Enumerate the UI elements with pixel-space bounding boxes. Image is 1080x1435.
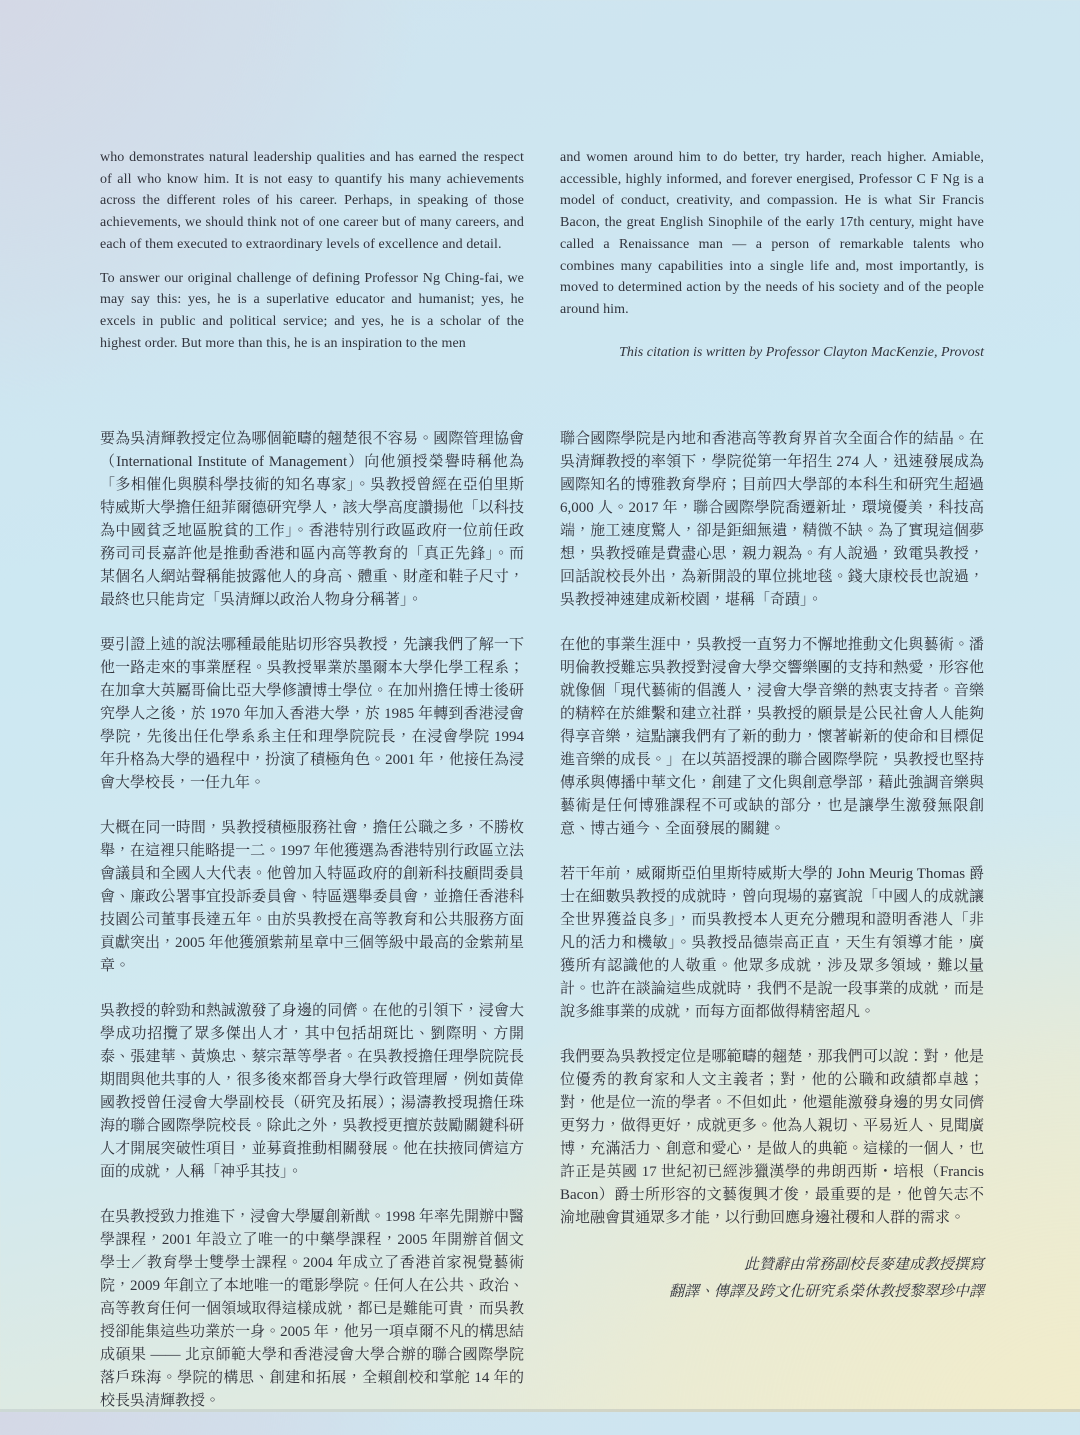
chinese-paragraph-2: 要引證上述的說法哪種最能貼切形容吳教授，先讓我們了解一下他一路走來的事業歷程。吳教授畢業於墨爾本大學化學工程系；在加拿大英屬哥倫比亞大學修讀博士學位。在加州擔任博士後研究學人之後，於 1970 年加入香港大學，於 1985 年轉到香港浸會學院，先後出任化學系系主任和理學院院長，在浸會學院 1994 年升格為大學的過程中，扮演了積極角色。2001 年，他接任為浸會大學校長，一任九年。 xyxy=(100,637,524,791)
english-column-left xyxy=(100,147,524,366)
english-column-right xyxy=(560,147,984,366)
english-paragraph-3: and women around him to do better, try harder, reach higher. Amiable, accessible, highly informed, and forever energised, Professor C F Ng is a model of conduct, creativity, and compassion. He is what Sir Francis Bacon, the great English Sinophile of the early 17th century, might have called a Renaissance man — a person of remarkable talents who combines many capabilities into a single life and, most importantly, is moved to determined action by the needs of his society and of the people around him. xyxy=(560,150,984,317)
chinese-credit-translator-line: 翻譯、傳譯及跨文化研究系榮休教授黎翠珍中譯 xyxy=(668,1284,984,1300)
chinese-paragraph-7: 在他的事業生涯中，吳教授一直努力不懈地推動文化與藝術。潘明倫教授難忘吳教授對浸會大學交響樂團的支持和熱愛，形容他就像個「現代藝術的倡護人，浸會大學音樂的熱衷支持者。音樂的精粹在於維繫和建立社群，吳教授的願景是公民社會人人能夠得享音樂，這點讓我們有了新的動力，懷著嶄新的使命和目標促進音樂的成長。」在以英語授課的聯合國際學院，吳教授也堅持傳承與傳播中華文化，創建了文化與創意學部，藉此強調音樂與藝術是任何博雅課程不可或缺的部分，也是讓學生激發無限創意、博古通今、全面發展的關鍵。 xyxy=(560,637,984,837)
english-paragraph-2: To answer our original challenge of defining Professor Ng Ching-fai, we may say this: yes, he is a superlative educator and humanist; yes, he excels in public and political service; and yes, he is a scholar of the highest order. But more than this, he is an inspiration to the men xyxy=(100,270,524,351)
chinese-column-left xyxy=(100,428,524,1435)
chinese-paragraph-3: 大概在同一時間，吳教授積極服務社會，擔任公職之多，不勝枚舉，在這裡只能略提一二。1997 年他獲選為香港特別行政區立法會議員和全國人大代表。他曾加入特區政府的創新科技顧問委員會、廉政公署事宜投訴委員會、特區選舉委員會，並擔任香港科技園公司董事長達五年。由於吳教授在高等教育和公共服務方面貢獻突出，2005 年他獲頒紫荊星章中三個等級中最高的金紫荊星章。 xyxy=(100,820,524,974)
english-paragraph-1: who demonstrates natural leadership qualities and has earned the respect of all who know him. It is not easy to quantify his many achievements across the different roles of his career. Perhaps, in speaking of those achievements, we should think not of one career but of many careers, and each of them executed to extraordinary levels of excellence and detail. xyxy=(100,150,524,252)
chinese-paragraph-9: 我們要為吳教授定位是哪範疇的翹楚，那我們可以說：對，他是位優秀的教育家和人文主義者；對，他的公職和政績都卓越；對，他是位一流的學者。不但如此，他還能激發身邊的男女同儕更努力，做得更好，成就更多。他為人親切、平易近人、見聞廣博，充滿活力、創意和愛心，是做人的典範。這樣的一個人，也許正是英國 17 世紀初已經涉獵漢學的弗朗西斯・培根（Francis Bacon）爵士所形容的文藝復興才俊，最重要的是，他曾矢志不渝地融會貫通眾多才能，以行動回應身邊社稷和人群的需求。 xyxy=(560,1049,984,1226)
chinese-credit-lines xyxy=(560,1252,984,1306)
chinese-credit-author-line: 此贊辭由常務副校長麥建成教授撰寫 xyxy=(743,1257,984,1273)
chinese-paragraph-5: 在吳教授致力推進下，浸會大學屢創新猷。1998 年率先開辦中醫學課程，2001 年設立了唯一的中藥學課程，2005 年開辦首個文學士／教育學士雙學士課程。2004 年成立了香港首家視覺藝術院，2009 年創立了本地唯一的電影學院。任何人在公共、政治、高等教育任何一個領域取得這樣成就，都已是難能可貴，而吳教授卻能集這些功業於一身。2005 年，他另一項卓爾不凡的構思結成碩果 —— 北京師範大學和香港浸會大學合辦的聯合國際學院落戶珠海。學院的構思、創建和拓展，全賴創校和掌舵 14 年的校長吳清輝教授。 xyxy=(100,1209,524,1409)
english-credit-line: This citation is written by Professor Clayton MacKenzie, Provost xyxy=(619,344,984,360)
chinese-paragraph-8: 若干年前，威爾斯亞伯里斯特威斯大學的 John Meurig Thomas 爵士在細數吳教授的成就時，曾向現場的嘉賓說「中國人的成就讓全世界獲益良多」，而吳教授本人更充分體現和證明香港人「非凡的活力和機敏」。吳教授品德崇高正直，天生有領導才能，廣獲所有認識他的人敬重。他眾多成就，涉及眾多領域，難以量計。也許在談論這些成就時，我們不是說一段事業的成就，而是說多維事業的成就，而每方面都做得精密超凡。 xyxy=(560,866,984,1020)
chinese-column-right xyxy=(560,428,984,1435)
english-citation-block xyxy=(100,147,984,366)
chinese-paragraph-4: 吳教授的幹勁和熱誠激發了身邊的同儕。在他的引領下，浸會大學成功招攬了眾多傑出人才，其中包括胡斑比、劉際明、方開泰、張建華、黃煥忠、蔡宗葦等學者。在吳教授擔任理學院院長期間與他共事的人，很多後來都晉身大學行政管理層，例如黃偉國教授曾任浸會大學副校長（研究及拓展）；湯濤教授現擔任珠海的聯合國際學院校長。除此之外，吳教授更擅於鼓勵關鍵科研人才開展突破性項目，並募資推動相關發展。他在扶掖同儕這方面的成就，人稱「神乎其技」。 xyxy=(100,1003,524,1180)
chinese-citation-block xyxy=(100,428,984,1435)
chinese-paragraph-6: 聯合國際學院是內地和香港高等教育界首次全面合作的結晶。在吳清輝教授的率領下，學院從第一年招生 274 人，迅速發展成為國際知名的博雅教育學府；目前四大學部的本科生和研究生超過 6,000 人。2017 年，聯合國際學院喬遷新址，環境優美，科技高端，施工速度驚人，卻是鉅細無遺，精微不缺。為了實現這個夢想，吳教授確是費盡心思，親力親為。有人說過，致電吳教授，回話說校長外出，為新開設的單位挑地毯。錢大康校長也說過，吳教授神速建成新校園，堪稱「奇蹟」。 xyxy=(560,431,984,608)
chinese-paragraph-1: 要為吳清輝教授定位為哪個範疇的翹楚很不容易。國際管理協會（International Institute of Management）向他頒授榮譽時稱他為「多相催化與膜科學技術的知名專家」。吳教授曾經在亞伯里斯特威斯大學擔任紐菲爾德研究學人，該大學高度讚揚他「以科技為中國貧乏地區脫貧的工作」。香港特別行政區政府一位前任政務司司長嘉許他是推動香港和區內高等教育的「真正先鋒」。而某個名人網站聲稱能披露他人的身高、體重、財產和鞋子尺寸，最終也只能肯定「吳清輝以政治人物身分稱著」。 xyxy=(100,431,524,608)
